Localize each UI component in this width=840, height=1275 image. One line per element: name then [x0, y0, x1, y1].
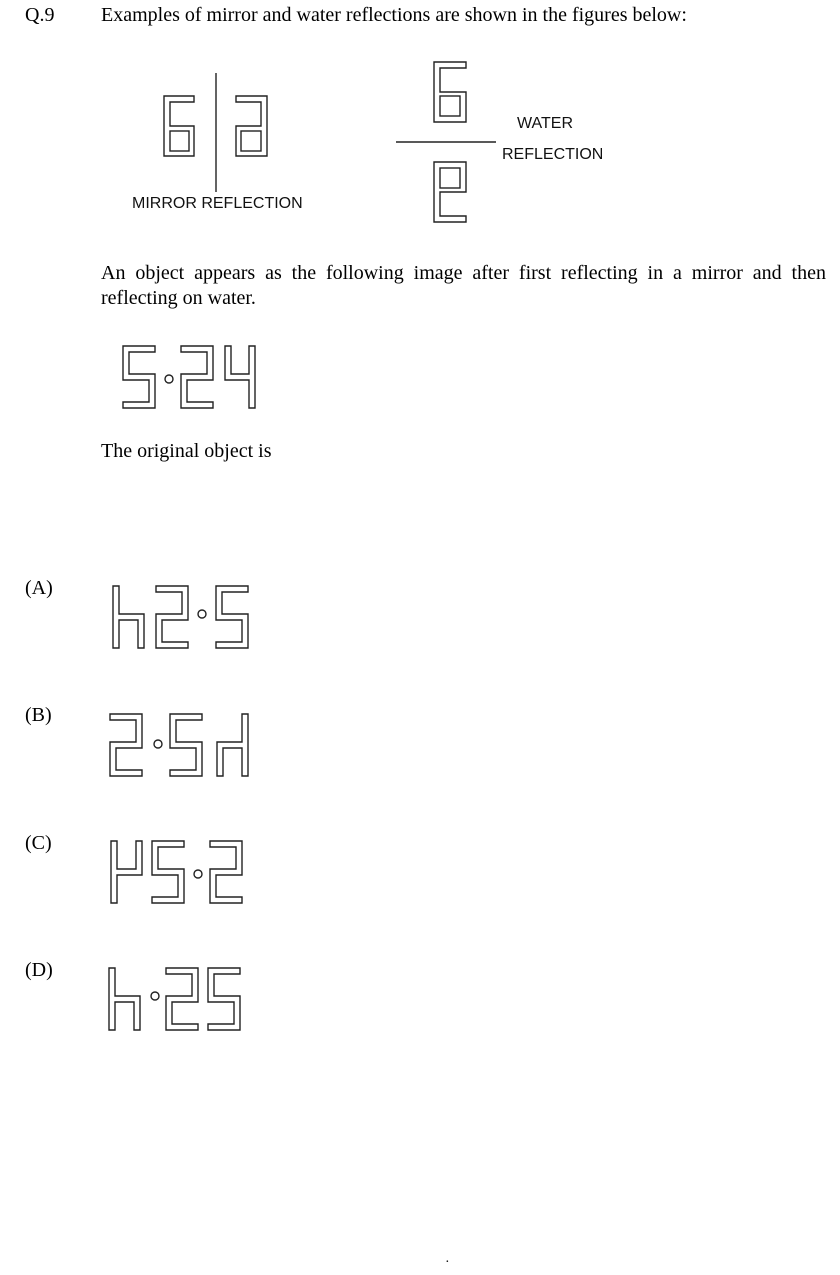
- digit-6-mirrored: [236, 96, 267, 156]
- colon-dot: [154, 740, 162, 748]
- digit-h-reversed: [217, 714, 248, 776]
- digit-6-water-reflection: [434, 162, 466, 222]
- water-label-line1: WATER: [517, 115, 573, 132]
- option-b-label: (B): [25, 704, 52, 726]
- digit-2: [156, 586, 188, 648]
- option-b-figure[interactable]: [106, 708, 256, 783]
- digit-5: [152, 841, 184, 903]
- digit-2-reversed: [110, 714, 142, 776]
- digit-h: [113, 586, 144, 648]
- option-a-label: (A): [25, 577, 53, 599]
- digit-h: [109, 968, 140, 1030]
- option-a-figure[interactable]: [106, 580, 256, 655]
- question-intro: Examples of mirror and water reflections are shown in the figures below:: [101, 4, 687, 26]
- digit-5: [208, 968, 240, 1030]
- question-prompt: The original object is: [101, 440, 272, 462]
- colon-dot: [151, 992, 159, 1000]
- digit-6-above-water: [434, 62, 466, 122]
- digit-5: [123, 346, 155, 408]
- water-label-line2: REFLECTION: [502, 146, 604, 163]
- question-body: An object appears as the following image after first reflecting in a mirror and then reflecting on water.: [101, 262, 826, 309]
- digit-5: [216, 586, 248, 648]
- colon-dot: [198, 610, 206, 618]
- digit-5: [170, 714, 202, 776]
- digit-4: [225, 346, 255, 408]
- reflected-object-figure: [115, 340, 265, 415]
- colon-dot: [194, 870, 202, 878]
- option-c-figure[interactable]: [106, 835, 256, 910]
- option-d-figure[interactable]: [106, 962, 256, 1037]
- mirror-reflection-label: MIRROR REFLECTION: [132, 195, 303, 212]
- option-d-label: (D): [25, 959, 53, 981]
- mirror-reflection-figure: [150, 70, 350, 170]
- option-c-label: (C): [25, 832, 52, 854]
- digit-6-original: [164, 96, 194, 156]
- digit-h-top: [111, 841, 142, 903]
- page-footer: ·: [445, 1255, 450, 1270]
- digit-2: [210, 841, 242, 903]
- digit-2: [181, 346, 213, 408]
- water-reflection-figure: [390, 58, 510, 238]
- colon-dot: [165, 375, 173, 383]
- question-number: Q.9: [25, 4, 55, 26]
- digit-2: [166, 968, 198, 1030]
